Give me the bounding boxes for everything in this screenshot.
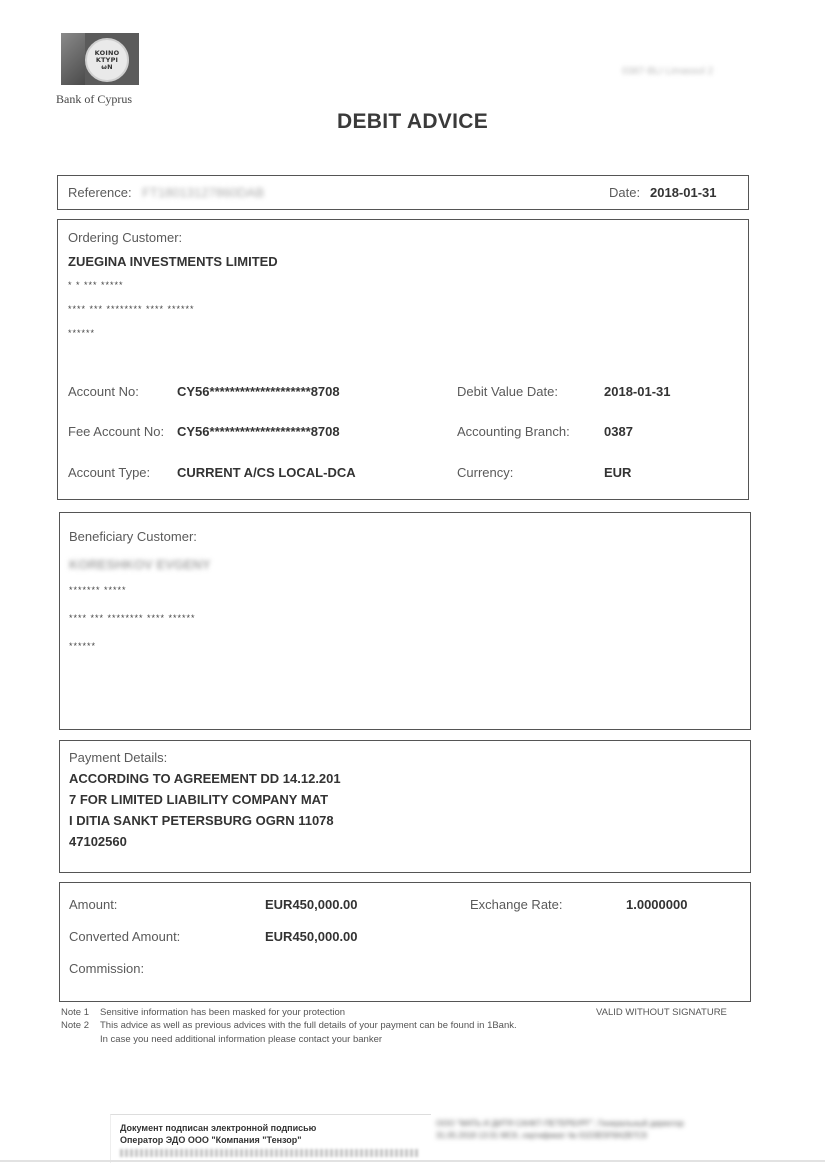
payment-details-line-1: ACCORDING TO AGREEMENT DD 14.12.201	[69, 771, 341, 786]
amounts-box	[59, 882, 751, 1002]
stamp-line-1: Документ подписан электронной подписью	[120, 1123, 317, 1133]
ordering-customer-box	[57, 219, 749, 500]
reference-box	[57, 175, 749, 210]
note-2-text-continued: In case you need additional information please contact your banker	[100, 1034, 383, 1045]
accounting-branch-label: Accounting Branch:	[457, 424, 570, 439]
payment-details-line-4: 47102560	[69, 834, 127, 849]
note-1-label: Note 1	[61, 1007, 89, 1018]
reference-label: Reference:	[68, 185, 132, 200]
bank-logo	[61, 33, 139, 85]
accounting-branch-value: 0387	[604, 424, 633, 439]
date-label: Date:	[609, 185, 641, 200]
ordering-address-3: ******	[68, 328, 96, 338]
stamp-line-3-blurred	[120, 1149, 420, 1157]
date-value: 2018-01-31	[650, 185, 717, 200]
valid-without-signature: VALID WITHOUT SIGNATURE	[596, 1007, 727, 1018]
logo-text-1: KOINO	[94, 48, 120, 57]
e-signature-stamp	[110, 1114, 431, 1163]
ordering-customer-label: Ordering Customer:	[68, 230, 183, 245]
note-2-label: Note 2	[61, 1020, 89, 1031]
amount-value: EUR450,000.00	[265, 897, 358, 912]
account-type-label: Account Type:	[68, 465, 151, 480]
logo-text-3: ωΝ	[101, 62, 113, 71]
stamp-line-2: Оператор ЭДО ООО "Компания "Тензор"	[120, 1135, 302, 1145]
payment-details-box	[59, 740, 751, 873]
currency-value: EUR	[604, 465, 632, 480]
beneficiary-address-2: **** *** ******** **** ******	[69, 613, 196, 623]
stamp-right-line-1: ООО "МАТЬ И ДИТЯ САНКТ-ПЕТЕРБУРГ", Генеральный директор	[436, 1119, 684, 1128]
fee-account-label: Fee Account No:	[68, 424, 165, 439]
amount-label: Amount:	[69, 897, 118, 912]
beneficiary-customer-label: Beneficiary Customer:	[69, 529, 197, 544]
currency-label: Currency:	[457, 465, 514, 480]
beneficiary-customer-name: KORESHKOV EVGENY	[69, 557, 211, 572]
note-2-text: This advice as well as previous advices with the full details of your payment can be found in 1Bank.	[100, 1020, 517, 1031]
account-no-label: Account No:	[68, 384, 139, 399]
payment-details-label: Payment Details:	[69, 750, 168, 765]
beneficiary-address-3: ******	[69, 641, 97, 651]
reference-value: FT18013127860DAB	[142, 185, 265, 200]
logo-stripe	[61, 33, 85, 85]
payment-details-line-2: 7 FOR LIMITED LIABILITY COMPANY MAT	[69, 792, 329, 807]
ordering-customer-name: ZUEGINA INVESTMENTS LIMITED	[68, 254, 278, 269]
beneficiary-address-1: ******* *****	[69, 585, 127, 595]
ordering-address-1: * * *** *****	[68, 280, 124, 290]
ordering-address-2: **** *** ******** **** ******	[68, 304, 195, 314]
document-title: DEBIT ADVICE	[337, 110, 488, 133]
exchange-rate-value: 1.0000000	[626, 897, 688, 912]
exchange-rate-label: Exchange Rate:	[470, 897, 563, 912]
fee-account-value: CY56********************8708	[177, 424, 340, 439]
stamp-right-line-2: 31.05.2018 13:31 МСК, сертификат № 01D3E5F8A2B7C9	[436, 1131, 647, 1140]
logo-emblem	[85, 38, 129, 82]
note-1-text: Sensitive information has been masked for your protection	[100, 1007, 346, 1018]
commission-label: Commission:	[69, 961, 145, 976]
debit-value-date-value: 2018-01-31	[604, 384, 671, 399]
bank-name: Bank of Cyprus	[56, 92, 132, 106]
account-type-value: CURRENT A/CS LOCAL-DCA	[177, 465, 356, 480]
top-reference: 0387-BLI Limassol 2	[622, 66, 714, 77]
beneficiary-customer-box	[59, 512, 751, 730]
page-edge	[0, 1160, 825, 1162]
converted-amount-label: Converted Amount:	[69, 929, 181, 944]
account-no-value: CY56********************8708	[177, 384, 340, 399]
logo-text-2: ΚΤΥΡΙ	[95, 55, 119, 64]
payment-details-line-3: I DITIA SANKT PETERSBURG OGRN 11078	[69, 813, 334, 828]
debit-value-date-label: Debit Value Date:	[457, 384, 558, 399]
converted-amount-value: EUR450,000.00	[265, 929, 358, 944]
